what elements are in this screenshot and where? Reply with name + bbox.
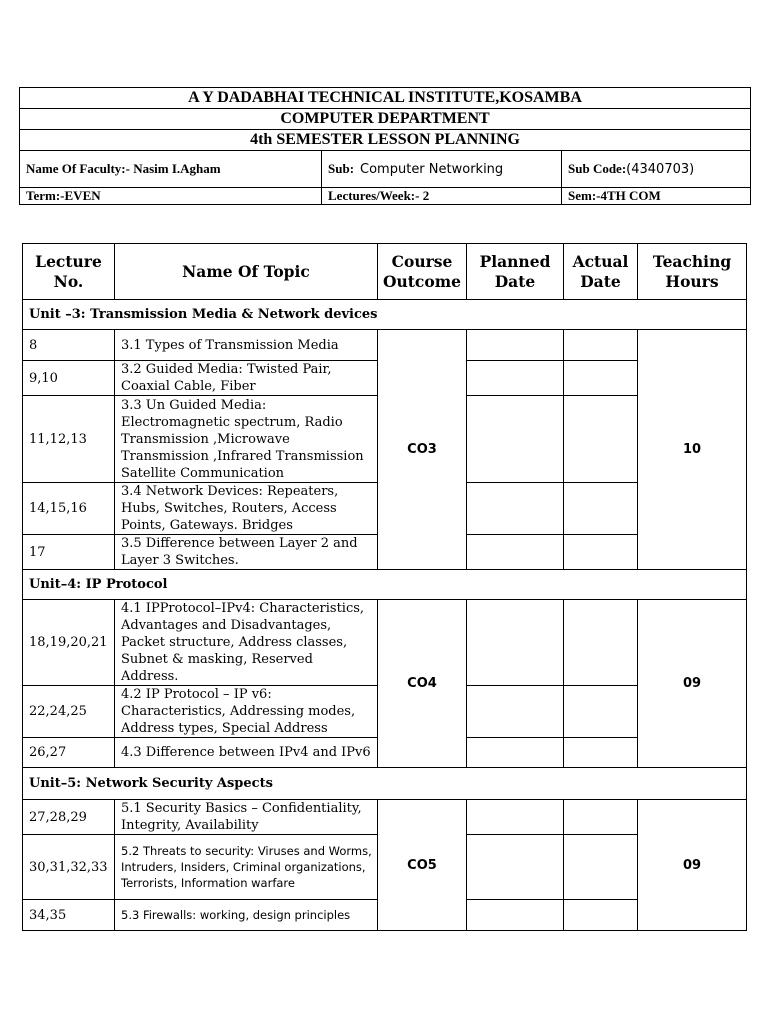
actual-date-cell xyxy=(564,600,638,686)
column-header-topic: Name Of Topic xyxy=(115,244,378,300)
column-header-lecture: Lecture No. xyxy=(23,244,115,300)
subject-code-cell xyxy=(562,151,751,188)
document-header xyxy=(19,87,751,205)
unit-heading: Unit –3: Transmission Media & Network devices xyxy=(23,300,747,330)
topic-name: 4.2 IP Protocol – IP v6: Characteristics, Addressing modes, Address types, Special Address xyxy=(115,686,378,738)
table-header-row xyxy=(23,244,747,300)
planned-date-cell xyxy=(467,600,564,686)
planned-date-cell xyxy=(467,686,564,738)
subject-value: Computer Networking xyxy=(360,162,504,177)
subject-code-label: Sub Code: xyxy=(568,161,627,176)
lecture-number: 8 xyxy=(23,330,115,361)
actual-date-cell xyxy=(564,835,638,900)
actual-date-cell xyxy=(564,800,638,835)
teaching-hours: 09 xyxy=(638,600,747,768)
unit-heading: Unit–5: Network Security Aspects xyxy=(23,768,747,800)
column-header-teaching-hours: Teaching Hours xyxy=(638,244,747,300)
lecture-number: 27,28,29 xyxy=(23,800,115,835)
topic-name: 3.5 Difference between Layer 2 and Layer 3 Switches. xyxy=(115,535,378,570)
topic-name: 3.2 Guided Media: Twisted Pair, Coaxial Cable, Fiber xyxy=(115,361,378,396)
lectures-per-week: Lectures/Week:- 2 xyxy=(322,188,562,205)
planned-date-cell xyxy=(467,330,564,361)
lesson-plan-table xyxy=(22,243,747,931)
topic-name: 3.1 Types of Transmission Media xyxy=(115,330,378,361)
lecture-number: 14,15,16 xyxy=(23,483,115,535)
course-outcome: CO4 xyxy=(378,600,467,768)
lecture-number: 18,19,20,21 xyxy=(23,600,115,686)
teaching-hours: 09 xyxy=(638,800,747,931)
topic-name: 3.3 Un Guided Media: Electromagnetic spectrum, Radio Transmission ,Microwave Transmission ,Infrared Transmission Satellite Communication xyxy=(115,396,378,483)
actual-date-cell xyxy=(564,535,638,570)
course-outcome: CO5 xyxy=(378,800,467,931)
actual-date-cell xyxy=(564,396,638,483)
subject-code-value: (4340703) xyxy=(626,162,695,177)
planned-date-cell xyxy=(467,483,564,535)
institute-name: A Y DADABHAI TECHNICAL INSTITUTE,KOSAMBA xyxy=(20,88,751,109)
topic-name: 5.3 Firewalls: working, design principles xyxy=(115,900,378,931)
topic-name: 5.1 Security Basics – Confidentiality, Integrity, Availability xyxy=(115,800,378,835)
lecture-number: 26,27 xyxy=(23,738,115,768)
teaching-hours: 10 xyxy=(638,330,747,570)
planned-date-cell xyxy=(467,361,564,396)
subject-cell xyxy=(322,151,562,188)
planned-date-cell xyxy=(467,396,564,483)
topic-name: 5.2 Threats to security: Viruses and Worms, Intruders, Insiders, Criminal organizations, Terrorists, Information warfare xyxy=(115,835,378,900)
unit-heading: Unit–4: IP Protocol xyxy=(23,570,747,600)
actual-date-cell xyxy=(564,483,638,535)
lecture-number: 34,35 xyxy=(23,900,115,931)
actual-date-cell xyxy=(564,738,638,768)
topic-name: 4.3 Difference between IPv4 and IPv6 xyxy=(115,738,378,768)
lecture-number: 22,24,25 xyxy=(23,686,115,738)
lecture-number: 9,10 xyxy=(23,361,115,396)
planned-date-cell xyxy=(467,535,564,570)
semester: Sem:-4TH COM xyxy=(562,188,751,205)
term: Term:-EVEN xyxy=(20,188,322,205)
planned-date-cell xyxy=(467,800,564,835)
column-header-outcome: Course Outcome xyxy=(378,244,467,300)
course-outcome: CO3 xyxy=(378,330,467,570)
actual-date-cell xyxy=(564,900,638,931)
topic-name: 3.4 Network Devices: Repeaters, Hubs, Switches, Routers, Access Points, Gateways. Bridges xyxy=(115,483,378,535)
faculty-name: Name Of Faculty:- Nasim I.Agham xyxy=(20,151,322,188)
planned-date-cell xyxy=(467,900,564,931)
actual-date-cell xyxy=(564,330,638,361)
department-name: COMPUTER DEPARTMENT xyxy=(20,109,751,130)
actual-date-cell xyxy=(564,686,638,738)
column-header-planned-date: Planned Date xyxy=(467,244,564,300)
planned-date-cell xyxy=(467,835,564,900)
topic-name: 4.1 IPProtocol–IPv4: Characteristics, Advantages and Disadvantages, Packet structure, Address classes, Subnet & masking, Reserved Address. xyxy=(115,600,378,686)
actual-date-cell xyxy=(564,361,638,396)
lecture-number: 30,31,32,33 xyxy=(23,835,115,900)
planned-date-cell xyxy=(467,738,564,768)
lecture-number: 17 xyxy=(23,535,115,570)
lecture-number: 11,12,13 xyxy=(23,396,115,483)
column-header-actual-date: Actual Date xyxy=(564,244,638,300)
planning-title: 4th SEMESTER LESSON PLANNING xyxy=(20,130,751,151)
subject-label: Sub: xyxy=(328,161,355,176)
